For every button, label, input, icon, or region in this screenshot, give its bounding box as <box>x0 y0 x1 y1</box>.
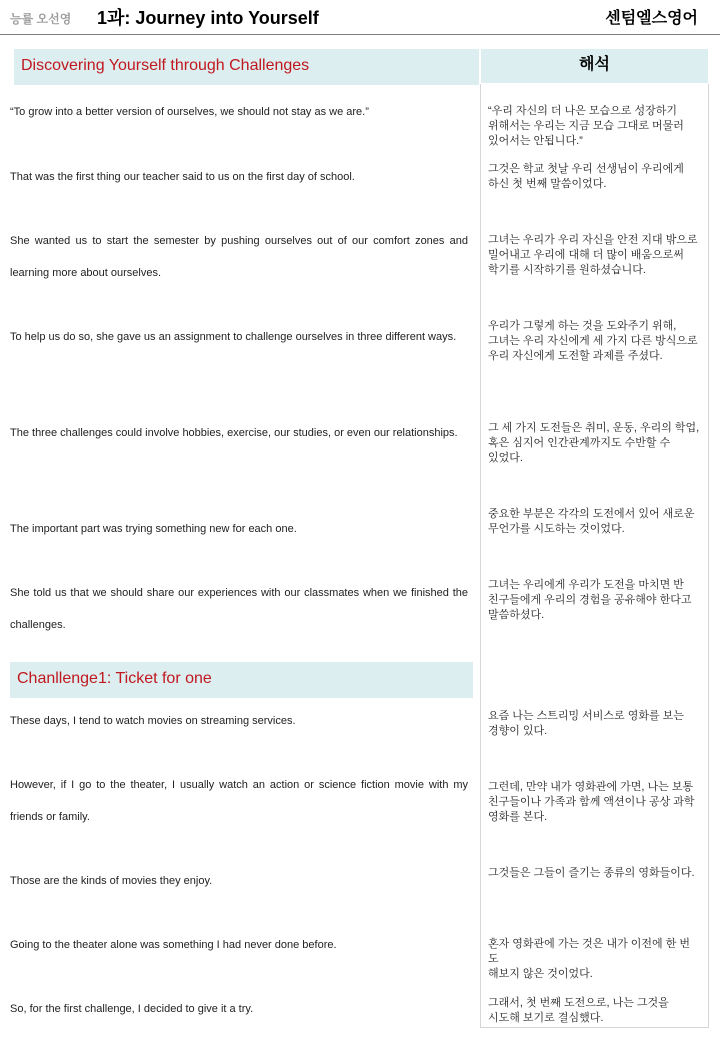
english-sentence: To help us do so, she gave us an assignment to challenge ourselves in three different ways. <box>10 331 457 343</box>
header-divider <box>0 34 720 35</box>
korean-translation: 그런데, 만약 내가 영화관에 가면, 나는 보통 친구들이나 가족과 함께 액션이나 공상 과학 영화를 본다. <box>488 781 695 823</box>
korean-translation: “우리 자신의 더 나은 모습으로 성장하기 위해서는 우리는 지금 모습 그대로 머물러 있어서는 안됩니다.” <box>488 105 684 147</box>
english-sentence: So, for the first challenge, I decided to give it a try. <box>10 1003 254 1015</box>
english-sentence: The three challenges could involve hobbies, exercise, our studies, or even our relationships. <box>10 427 458 439</box>
english-sentence: “To grow into a better version of ourselves, we should not stay as we are.” <box>10 106 369 118</box>
korean-translation: 그것은 학교 첫날 우리 선생님이 우리에게 하신 첫 번째 말씀이었다. <box>488 163 684 190</box>
korean-translation: 혼자 영화관에 가는 것은 내가 이전에 한 번도 해보지 않은 것이었다. <box>488 938 691 980</box>
korean-translation: 그래서, 첫 번째 도전으로, 나는 그것을 시도해 보기로 결심했다. <box>488 997 669 1024</box>
korean-translation: 그녀는 우리가 우리 자신을 안전 지대 밖으로 밀어내고 우리에 대해 더 많이 배움으로써 학기를 시작하기를 원하셨습니다. <box>488 234 698 276</box>
korean-translation: 요즘 나는 스트리밍 서비스로 영화를 보는 경향이 있다. <box>488 710 684 737</box>
publisher-label: 능률 오선영 <box>10 12 72 26</box>
korean-translation: 우리가 그렇게 하는 것을 도와주기 위해, 그녀는 우리 자신에게 세 가지 다른 방식으로 우리 자신에게 도전할 과제를 주셨다. <box>488 320 698 362</box>
korean-translation: 중요한 부분은 각각의 도전에서 있어 새로운 무언가를 시도하는 것이었다. <box>488 508 695 535</box>
english-sentence: However, if I go to the theater, I usually watch an action or science fiction movie with my friends or family. <box>10 779 468 823</box>
english-sentence: She told us that we should share our experiences with our classmates when we finished the challenges. <box>10 587 468 631</box>
translation-header: 해석 <box>481 49 708 83</box>
korean-translation: 그 세 가지 도전들은 취미, 운동, 우리의 학업, 혹은 심지어 인간관계까지도 수반할 수 있었다. <box>488 422 700 464</box>
section-title: Discovering Yourself through Challenges <box>21 57 310 74</box>
lesson-title: 1과: Journey into Yourself <box>97 8 319 28</box>
english-sentence: That was the first thing our teacher said to us on the first day of school. <box>10 171 355 183</box>
english-sentence: Those are the kinds of movies they enjoy. <box>10 875 213 887</box>
english-sentence: These days, I tend to watch movies on streaming services. <box>10 715 296 727</box>
translation-column <box>480 84 709 1028</box>
korean-translation: 그녀는 우리에게 우리가 도전을 마치면 반 친구들에게 우리의 경험을 공유해야 한다고 말씀하셨다. <box>488 579 692 621</box>
korean-translation: 그것들은 그들이 즐기는 종류의 영화들이다. <box>488 867 695 879</box>
english-sentence: The important part was trying something new for each one. <box>10 523 297 535</box>
english-sentence: She wanted us to start the semester by pushing ourselves out of our comfort zones and learning more about ourselves. <box>10 235 468 279</box>
brand-name: 센텀엘스영어 <box>605 10 698 27</box>
section-title: Chanllenge1: Ticket for one <box>17 670 212 687</box>
page-header <box>0 0 720 34</box>
english-sentence: Going to the theater alone was something I had never done before. <box>10 939 337 951</box>
